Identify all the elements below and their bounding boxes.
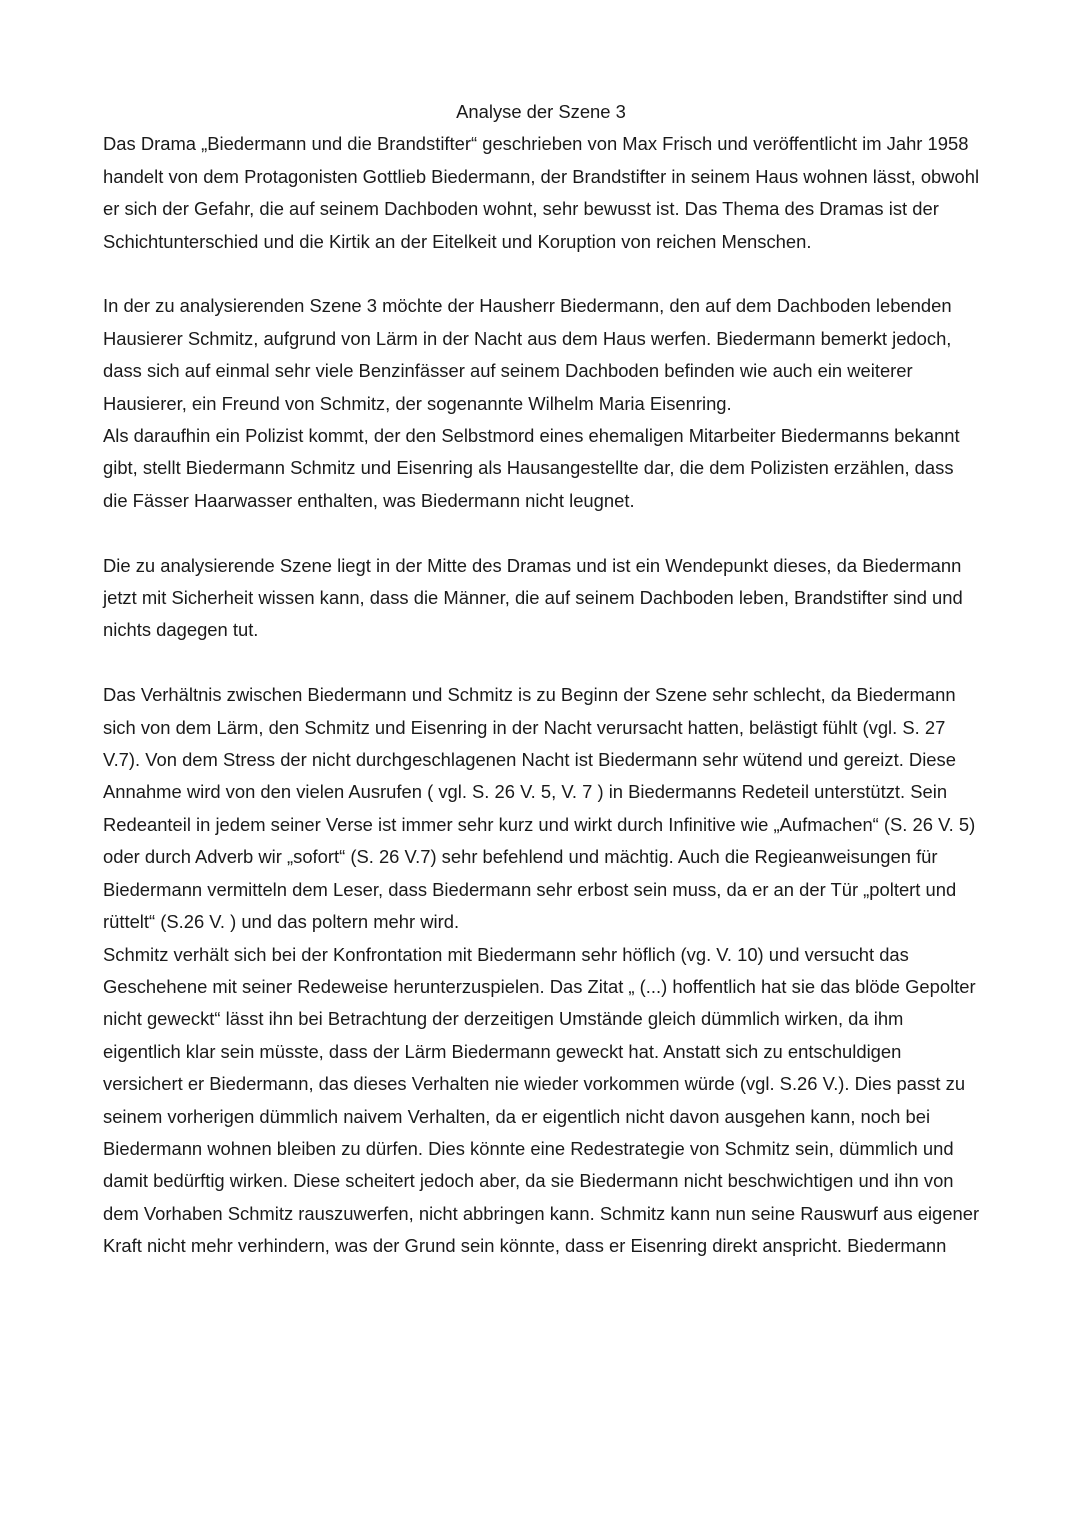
- paragraph-relationship: Das Verhältnis zwischen Biedermann und Schmitz is zu Beginn der Szene sehr schlecht, da Biedermann sich von dem Lärm, den Schmitz und Eisenring in der Nacht verursacht hatten, belästigt fühlt (vgl. S. 27 V.7). Von dem Stress der nicht durchgeschlagenen Nacht ist Biedermann sehr wütend und gereizt. Diese Annahme wird von den vielen Ausrufen ( vgl. S. 26 V. 5, V. 7 ) in Biedermanns Redeteil unterstützt. Sein Redeanteil in jedem seiner Verse ist immer sehr kurz und wirkt durch Infinitive wie „Aufmachen“ (S. 26 V. 5) oder durch Adverb wir „sofort“ (S. 26 V.7) sehr befehlend und mächtig. Auch die Regieanweisungen für Biedermann vermitteln dem Leser, dass Biedermann sehr erbost sein muss, da er an der Tür „poltert und rüttelt“ (S.26 V. ) und das poltern mehr wird.: [103, 684, 976, 933]
- paragraph-introduction: Das Drama „Biedermann und die Brandstifter“ geschrieben von Max Frisch und veröffentlicht im Jahr 1958 handelt von dem Protagonisten Gottlieb Biedermann, der Brandstifter in seinem Haus wohnen lässt, obwohl er sich der Gefahr, die auf seinem Dachboden wohnt, sehr bewusst ist. Das Thema des Dramas ist der Schichtunterschied und die Kirtik an der Eitelkeit und Koruption von reichen Menschen.: [103, 133, 980, 252]
- document-title: Analyse der Szene 3: [456, 101, 626, 122]
- document-page: [103, 96, 981, 1263]
- paragraph-scene-summary: In der zu analysierenden Szene 3 möchte der Hausherr Biedermann, den auf dem Dachboden lebenden Hausierer Schmitz, aufgrund von Lärm in der Nacht aus dem Haus werfen. Biedermann bemerkt jedoch, dass sich auf einmal sehr viele Benzinfässer auf seinem Dachboden befinden wie auch ein weiterer Hausierer, ein Freund von Schmitz, der sogenannte Wilhelm Maria Eisenring.: [103, 295, 952, 414]
- paragraph-scene-position: Die zu analysierende Szene liegt in der Mitte des Dramas und ist ein Wendepunkt dieses, da Biedermann jetzt mit Sicherheit wissen kann, dass die Männer, die auf seinem Dachboden leben, Brandstifter sind und nichts dagegen tut.: [103, 554, 963, 641]
- paragraph-schmitz-behavior: Schmitz verhält sich bei der Konfrontation mit Biedermann sehr höflich (vg. V. 10) und versucht das Geschehene mit seiner Redeweise herunterzuspielen. Das Zitat „ (...) hoffentlich hat sie das blöde Gepolter nicht geweckt“ lässt ihn bei Betrachtung der derzeitigen Umstände gleich dümmlich wirken, da ihm eigentlich klar sein müsste, dass der Lärm Biedermann geweckt hat. Anstatt sich zu entschuldigen versichert er Biedermann, das dieses Verhalten nie wieder vorkommen würde (vgl. S.26 V.). Dies passt zu seinem vorherigen dümmlich naivem Verhalten, da er eigentlich nicht davon ausgehen kann, noch bei Biedermann wohnen bleiben zu dürfen. Dies könnte eine Redestrategie von Schmitz sein, dümmlich und damit bedürftig wirken. Diese scheitert jedoch aber, da sie Biedermann nicht beschwichtigen und ihn von dem Vorhaben Schmitz rauszuwerfen, nicht abbringen kann. Schmitz kann nun seine Rauswurf aus eigener Kraft nicht mehr verhindern, was der Grund sein könnte, dass er Eisenring direkt anspricht. Biedermann: [103, 943, 980, 1257]
- paragraph-scene-summary-continued: Als daraufhin ein Polizist kommt, der den Selbstmord eines ehemaligen Mitarbeiter Biedermanns bekannt gibt, stellt Biedermann Schmitz und Eisenring als Hausangestellte dar, die dem Polizisten erzählen, dass die Fässer Haarwasser enthalten, was Biedermann nicht leugnet.: [103, 425, 960, 511]
